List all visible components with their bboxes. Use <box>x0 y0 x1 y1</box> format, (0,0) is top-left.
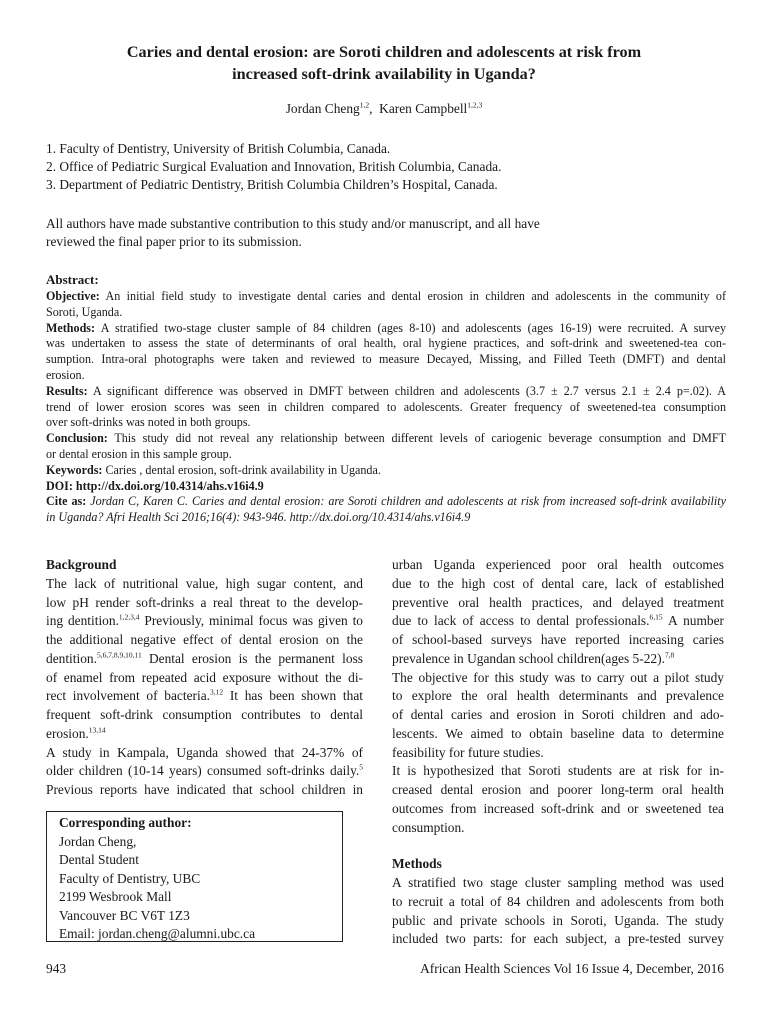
page-number: 943 <box>46 961 67 976</box>
section-heading-methods: Methods <box>392 856 442 872</box>
affiliation: 2. Office of Pediatric Surgical Evaluation and Innovation, British Columbia, Canada. <box>46 159 502 174</box>
author-name: Karen Campbell <box>379 101 468 116</box>
abstract-keywords: Keywords: Caries , dental erosion, soft-drink availability in Uganda. <box>46 462 381 477</box>
abstract-conclusion: Conclusion: This study did not reveal any relationship between different levels of cariogenic beverage consumption and DMFT or dental erosion in this sample group. <box>46 431 726 461</box>
right-column: urban Uganda experienced poor oral health outcomes due to the high cost of dental care, lack of established preventive oral health practices, and delayed treatment due to lack of access to dental professionals.$^{6,15}$ A number of school-based surveys have reported increasing caries prevalence in Ugandan school children(ages 5-22).$^{7,8}$ The objective for this study was to carry out a pilot study to explore the oral health determinants and prevalence of dental caries and erosion in Soroti children and ado- lescents. We aimed to obtain baseline data to determine feasibility for future studies. It is hypothesized that Soroti students are at risk for in- creased dental erosion and poorer long-term oral health outcomes from increased soft-drink and or sweetened tea consumption. Methods A stratified two stage cluster sampling method was used to recruit a total of 84 children and adolescents from both public and private schools in Soroti, Uganda. The study included two parts: for each subject, a pre-tested survey <box>392 557 724 947</box>
paper-title: Caries and dental erosion: are Soroti children and adolescents at risk from increased soft-drink availability in Uganda? <box>126 43 642 83</box>
author-name: Jordan Cheng <box>285 101 360 116</box>
author-email[interactable]: Email: jordan.cheng@alumni.ubc.ca <box>59 926 256 941</box>
affiliation: 1. Faculty of Dentistry, University of British Columbia, Canada. <box>46 141 391 156</box>
contribution-statement: All authors have made substantive contribution to this study and/or manuscript, and all have reviewed the final paper prior to its submission. <box>46 216 540 249</box>
abstract <box>46 272 726 526</box>
abstract-objective: Objective: An initial field study to investigate dental caries and dental erosion in children and adolescents in the community of Soroti, Uganda. <box>46 289 726 319</box>
citation: Cite as: Jordan C, Karen C. Caries and dental erosion: are Soroti children and adolescents at risk from increased soft-drink availability in Uganda? Afri Health Sci 2016;16(4): 943-946. http://dx.doi.org/10.4314/ahs.v16i4.9 <box>46 494 727 525</box>
journal-footer: African Health Sciences Vol 16 Issue 4, December, 2016 <box>420 961 724 976</box>
section-heading-background: Background <box>46 557 117 572</box>
affiliations <box>46 140 726 194</box>
abstract-methods: Methods: A stratified two-stage cluster sample of 84 children (ages 8-10) and adolescents (ages 16-19) were recruited. A survey was undertaken to assess the state of determinants of oral health, oral hygiene practices, and soft-drink and sweetened-tea con- sumption. Intra-oral photographs were taken and reviewed to measure Decayed, Missing, and Filled Teeth (DMFT) and dental erosion. <box>46 320 726 382</box>
doi-link[interactable]: DOI: http://dx.doi.org/10.4314/ahs.v16i4.9 <box>46 478 264 493</box>
author-list: Jordan Cheng$^{1,2}$, Karen Campbell$^{1,2,3}$ <box>285 100 483 116</box>
abstract-results: Results: A significant difference was observed in DMFT between children and adolescents (3.7 ± 2.7 versus 2.1 ± 2.4 p=.02). A trend of lower erosion scores was seen in children compared to adolescents. Greater frequency of sweetened-tea consumption over soft-drinks was noted in both groups. <box>46 383 727 430</box>
corresponding-author-box: Corresponding author: Jordan Cheng, Dental Student Faculty of Dentistry, UBC 2199 Wesbrook Mall Vancouver BC V6T 1Z3 Email: jordan.cheng@alumni.ubc.ca <box>46 811 343 942</box>
left-column: Background The lack of nutritional value, high sugar content, and low pH render soft-drinks a real threat to the develop- ing dentition.$^{1,2,3,4}$ Previously, minimal focus was given to the additional negative effect of dental erosion on the dentition.$^{5,6,7,8,9,10,11}$ Dental erosion is the permanent loss of enamel from repeated acid exposure without the di- rect involvement of bacteria.$^{3,12}$ It has been shown that frequent soft-drink consumption contributes to dental erosion.$^{13,14}$ A study in Kampala, Uganda showed that 24-37% of older children (10-14 years) consumed soft-drinks daily.$^5$ Previous reports have indicated that school children in <box>46 557 364 797</box>
affiliation: 3. Department of Pediatric Dentistry, British Columbia Children’s Hospital, Canada. <box>46 177 498 192</box>
corresponding-author-heading: Corresponding author: <box>59 815 192 830</box>
abstract-heading: Abstract: <box>46 272 99 287</box>
